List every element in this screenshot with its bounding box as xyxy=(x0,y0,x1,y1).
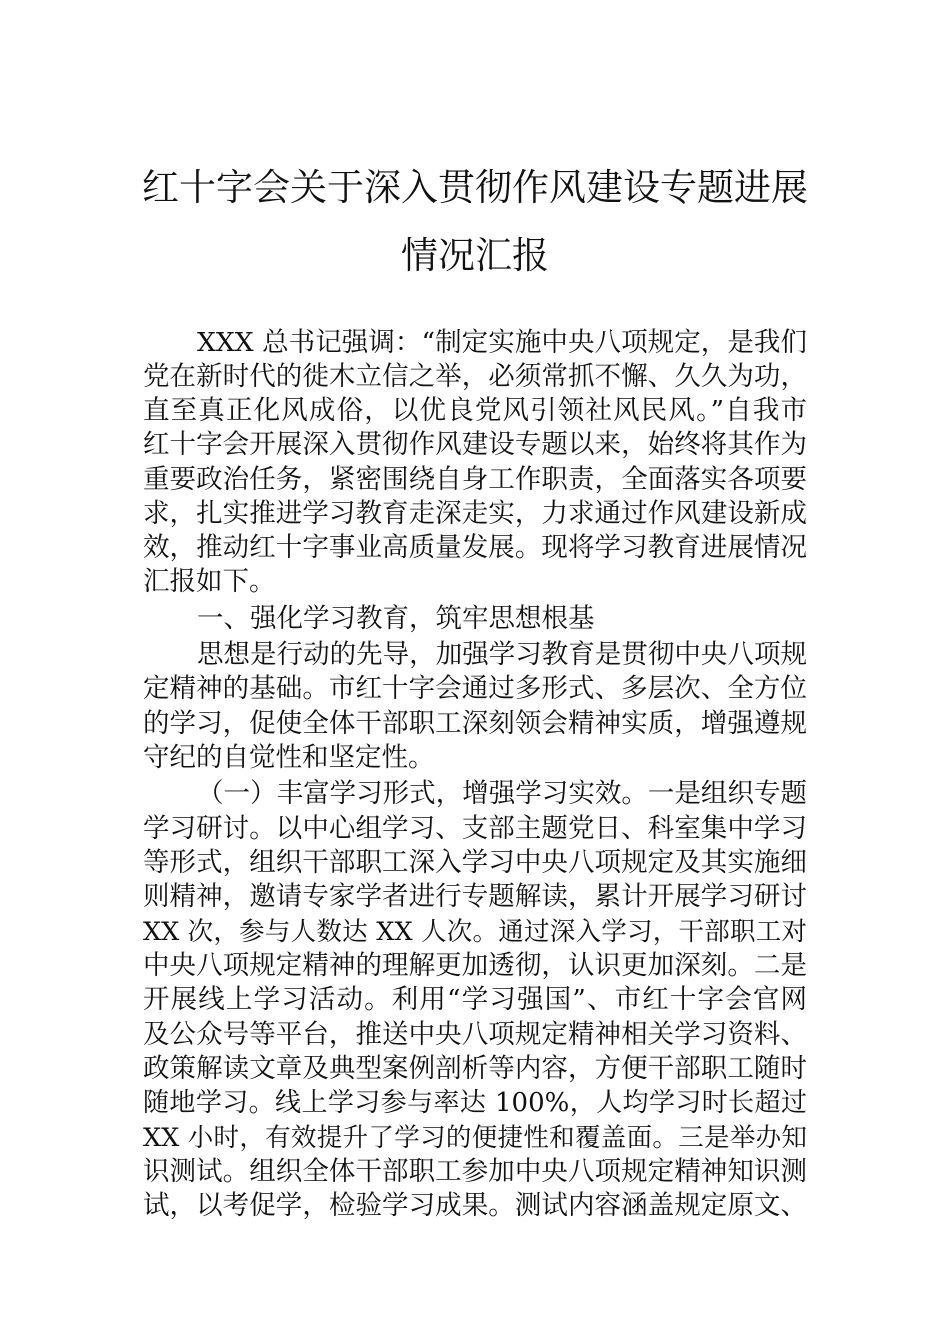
body-line: 思想是行动的先导，加强学习教育是贯彻中央八项规 xyxy=(197,639,807,670)
body-line: （一）丰富学习形式，增强学习实效。一是组织专题 xyxy=(197,778,807,809)
body-line: 汇报如下。 xyxy=(143,566,276,597)
body-line: 中央八项规定精神的理解更加透彻，认识更加深刻。二是 xyxy=(143,950,807,981)
body-line: 效，推动红十字事业高质量发展。现将学习教育进展情况 xyxy=(143,532,807,563)
body-line: 政策解读文章及典型案例剖析等内容，方便干部职工随时 xyxy=(143,1053,807,1084)
body-line: 随地学习。线上学习参与率达 100%，人均学习时长超过 xyxy=(143,1088,807,1118)
body-line: 党在新时代的徙木立信之举，必须常抓不懈、久久为功， xyxy=(143,361,807,392)
body-line: 及公众号等平台，推送中央八项规定精神相关学习资料、 xyxy=(143,1019,807,1050)
body-line: 试，以考促学，检验学习成果。测试内容涵盖规定原文、 xyxy=(143,1190,807,1221)
body-line: 则精神，邀请专家学者进行专题解读，累计开展学习研讨 xyxy=(143,881,807,912)
document-title-line-2: 情况汇报 xyxy=(401,234,549,277)
body-line: 定精神的基础。市红十字会通过多形式、多层次、全方位 xyxy=(143,673,807,704)
document-title-line-1: 红十字会关于深入贯彻作风建设专题进展 xyxy=(142,166,808,209)
body-line: XX 小时，有效提升了学习的便捷性和覆盖面。三是举办知 xyxy=(143,1123,807,1153)
body-line: 直至真正化风成俗，以优良党风引领社风民风。”自我市 xyxy=(143,395,807,426)
section-heading: 一、强化学习教育，筑牢思想根基 xyxy=(197,603,595,634)
body-line: 识测试。组织全体干部职工参加中央八项规定精神知识测 xyxy=(143,1156,807,1187)
body-line: 开展线上学习活动。利用“学习强国”、市红十字会官网 xyxy=(143,984,807,1015)
body-line: 等形式，组织干部职工深入学习中央八项规定及其实施细 xyxy=(143,847,807,878)
body-line: 求，扎实推进学习教育走深走实，力求通过作风建设新成 xyxy=(143,498,807,529)
body-line: 的学习，促使全体干部职工深刻领会精神实质，增强遵规 xyxy=(143,708,807,739)
body-line: XXX 总书记强调：“制定实施中央八项规定，是我们 xyxy=(197,327,807,358)
body-line: 红十字会开展深入贯彻作风建设专题以来，始终将其作为 xyxy=(143,429,807,460)
body-line: XX 次，参与人数达 XX 人次。通过深入学习，干部职工对 xyxy=(143,917,807,947)
body-line: 学习研讨。以中心组学习、支部主题党日、科室集中学习 xyxy=(143,813,807,844)
body-line: 重要政治任务，紧密围绕自身工作职责，全面落实各项要 xyxy=(143,464,807,495)
body-line: 守纪的自觉性和坚定性。 xyxy=(143,742,435,773)
